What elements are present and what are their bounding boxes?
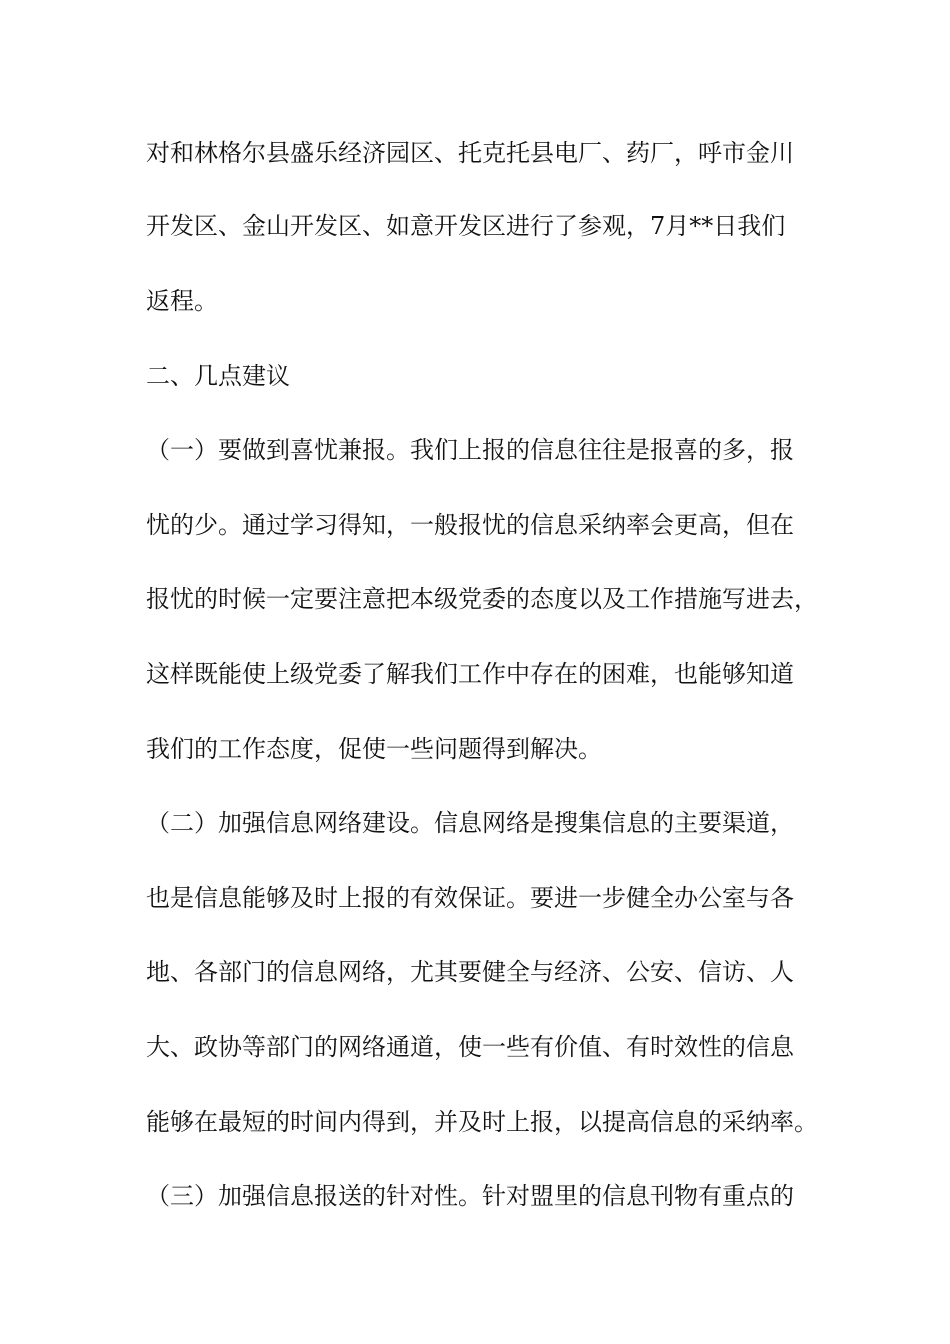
paragraph-line: 忧的少。通过学习得知，一般报忧的信息采纳率会更高，但在 <box>146 511 794 539</box>
paragraph-line: 这样既能使上级党委了解我们工作中存在的困难，也能够知道 <box>146 660 794 688</box>
paragraph-line: 也是信息能够及时上报的有效保证。要进一步健全办公室与各 <box>146 884 794 912</box>
paragraph-line: （一）要做到喜忧兼报。我们上报的信息往往是报喜的多，报 <box>146 436 794 464</box>
paragraph-line: 我们的工作态度，促使一些问题得到解决。 <box>146 735 602 763</box>
paragraph-line: 返程。 <box>146 287 218 315</box>
paragraph-line: 开发区、金山开发区、如意开发区进行了参观，7月**日我们 <box>146 212 786 240</box>
paragraph-line: （二）加强信息网络建设。信息网络是搜集信息的主要渠道， <box>146 809 794 837</box>
paragraph-line: （三）加强信息报送的针对性。针对盟里的信息刊物有重点的 <box>146 1182 794 1210</box>
paragraph-line: 地、各部门的信息网络，尤其要健全与经济、公安、信访、人 <box>146 958 794 986</box>
section-heading: 二、几点建议 <box>146 362 290 390</box>
paragraph-line: 能够在最短的时间内得到，并及时上报，以提高信息的采纳率。 <box>146 1108 818 1136</box>
paragraph-line: 对和林格尔县盛乐经济园区、托克托县电厂、药厂，呼市金川 <box>146 139 794 167</box>
paragraph-line: 报忧的时候一定要注意把本级党委的态度以及工作措施写进去， <box>146 585 818 613</box>
paragraph-line: 大、政协等部门的网络通道，使一些有价值、有时效性的信息 <box>146 1033 794 1061</box>
